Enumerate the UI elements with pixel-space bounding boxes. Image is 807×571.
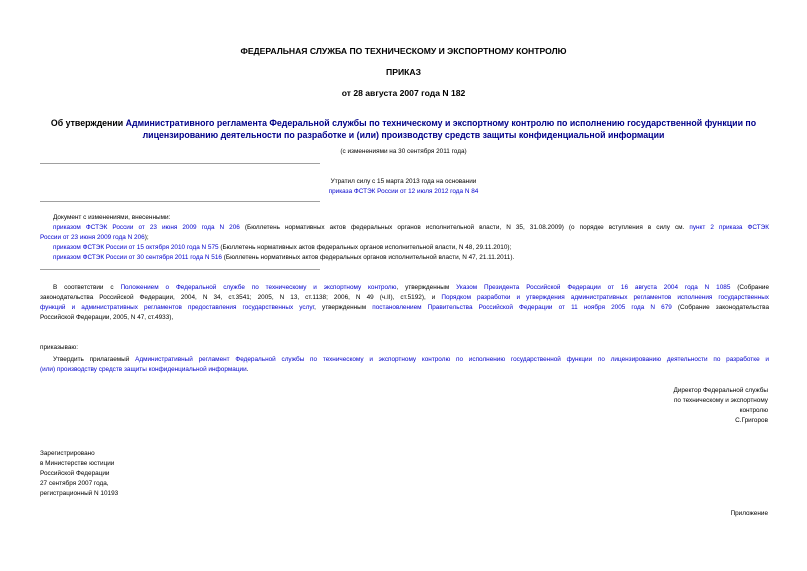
preamble-line-3 — [40, 303, 769, 313]
registration-number: регистрационный N 10193 — [40, 490, 119, 497]
order-line-2 — [40, 365, 248, 375]
registration-line-2: в Министерстве юстиции — [40, 460, 115, 467]
order-verb: приказываю: — [40, 344, 78, 351]
signature-name: С.Григоров — [735, 417, 768, 424]
title-prefix: Об утверждении — [50, 118, 126, 128]
preamble-text: , утвержденным — [396, 284, 457, 291]
change-2-link[interactable]: приказом ФСТЭК России от 15 октября 2010 года N 575 — [53, 244, 219, 251]
signature-line-1: Директор Федеральной службы — [673, 387, 768, 394]
preamble-text: , утвержденным — [314, 304, 373, 311]
change-1-clause-link-cont[interactable]: России от 23 июня 2009 года N 206 — [40, 234, 145, 241]
title-regulation-link-cont[interactable]: лицензированию деятельности по разработке и (или) производству средств защиты конфиденциальной информации — [142, 130, 665, 140]
presidential-decree-link[interactable]: Указом Президента Российской Федерации от 16 августа 2004 года N 1085 — [456, 284, 731, 291]
approved-regulation-link-cont[interactable]: (или) производству средств защиты конфиденциальной информации — [40, 366, 247, 373]
change-1-clause-link[interactable]: пункт 2 приказа ФСТЭК — [689, 224, 769, 231]
registration-date: 27 сентября 2007 года, — [40, 480, 109, 487]
change-3-link[interactable]: приказом ФСТЭК России от 30 сентября 2011 года N 516 — [53, 254, 222, 261]
change-item-1 — [53, 223, 769, 233]
revision-note: (с изменениями на 30 сентября 2011 года) — [340, 148, 467, 155]
title-regulation-link[interactable]: Административного регламента Федеральной службы по техническому и экспортному контролю по исполнению государственной функции по — [125, 118, 757, 128]
status-repeal-link-wrap — [0, 187, 807, 197]
agency-header: ФЕДЕРАЛЬНАЯ СЛУЖБА ПО ТЕХНИЧЕСКОМУ И ЭКСПОРТНОМУ КОНТРОЛЮ — [240, 46, 567, 56]
change-1-end: ); — [144, 234, 149, 241]
change-item-3 — [53, 253, 514, 263]
appendix-label: Приложение — [730, 510, 768, 517]
preamble-line-4: Российской Федерации, 2005, N 47, ст.4933), — [40, 314, 174, 321]
change-1-text: (Бюллетень нормативных актов федеральных органов исполнительной власти, N 35, 31.08.2009) (о порядке вступления в силу см. — [239, 224, 690, 231]
preamble-text: законодательства Российской Федерации, 2004, N 34, ст.3541; 2005, N 13, ст.1138; 2006, N 49 (ч.II), ст.5192), и — [40, 294, 442, 301]
status-line: Утратил силу с 15 марта 2013 года на основании — [330, 178, 477, 185]
preamble-line-1 — [53, 283, 769, 293]
registration-line-3: Российской Федерации — [40, 470, 110, 477]
change-2-text: (Бюллетень нормативных актов федеральных органов исполнительной власти, N 48, 29.11.2010); — [218, 244, 512, 251]
changes-intro: Документ с изменениями, внесенными: — [53, 214, 171, 221]
status-repeal-link[interactable]: приказа ФСТЭК России от 12 июля 2012 года N 84 — [328, 188, 479, 195]
regulation-procedure-link-cont[interactable]: функций и административных регламентов предоставления государственных услуг — [40, 304, 315, 311]
fstek-statute-link[interactable]: Положением о Федеральной службе по техническому и экспортному контролю — [120, 284, 397, 291]
order-text: Утвердить прилагаемый — [53, 356, 136, 363]
order-text: . — [246, 366, 249, 373]
document-title — [30, 117, 777, 141]
preamble-text: (Собрание законодательства — [671, 304, 770, 311]
preamble-text: (Собрание — [730, 284, 769, 291]
document-date-number: от 28 августа 2007 года N 182 — [341, 88, 466, 98]
change-3-text: (Бюллетень нормативных актов федеральных органов исполнительной власти, N 47, 21.11.2011). — [221, 254, 515, 261]
regulation-procedure-link[interactable]: Порядком разработки и утверждения административных регламентов исполнения государственных — [441, 294, 769, 301]
document-type: ПРИКАЗ — [386, 67, 421, 77]
signature-line-3: контролю — [739, 407, 768, 414]
government-resolution-link[interactable]: постановлением Правительства Российской Федерации от 11 ноября 2005 года N 679 — [372, 304, 672, 311]
preamble-line-2 — [40, 293, 769, 303]
divider — [40, 163, 320, 164]
approved-regulation-link[interactable]: Административный регламент Федеральной службы по техническому и экспортному контролю по исполнению государственной функции по лицензированию деятельности по разработке и — [135, 356, 769, 363]
divider — [40, 269, 320, 270]
preamble-text: В соответствии с — [53, 284, 121, 291]
order-line-1 — [53, 355, 769, 365]
divider — [40, 201, 320, 202]
registration-line-1: Зарегистрировано — [40, 450, 95, 457]
change-item-2 — [53, 243, 511, 253]
change-1-link[interactable]: приказом ФСТЭК России от 23 июня 2009 года N 206 — [53, 224, 240, 231]
change-item-1-cont — [40, 233, 149, 243]
signature-line-2: по техническому и экспортному — [673, 397, 768, 404]
